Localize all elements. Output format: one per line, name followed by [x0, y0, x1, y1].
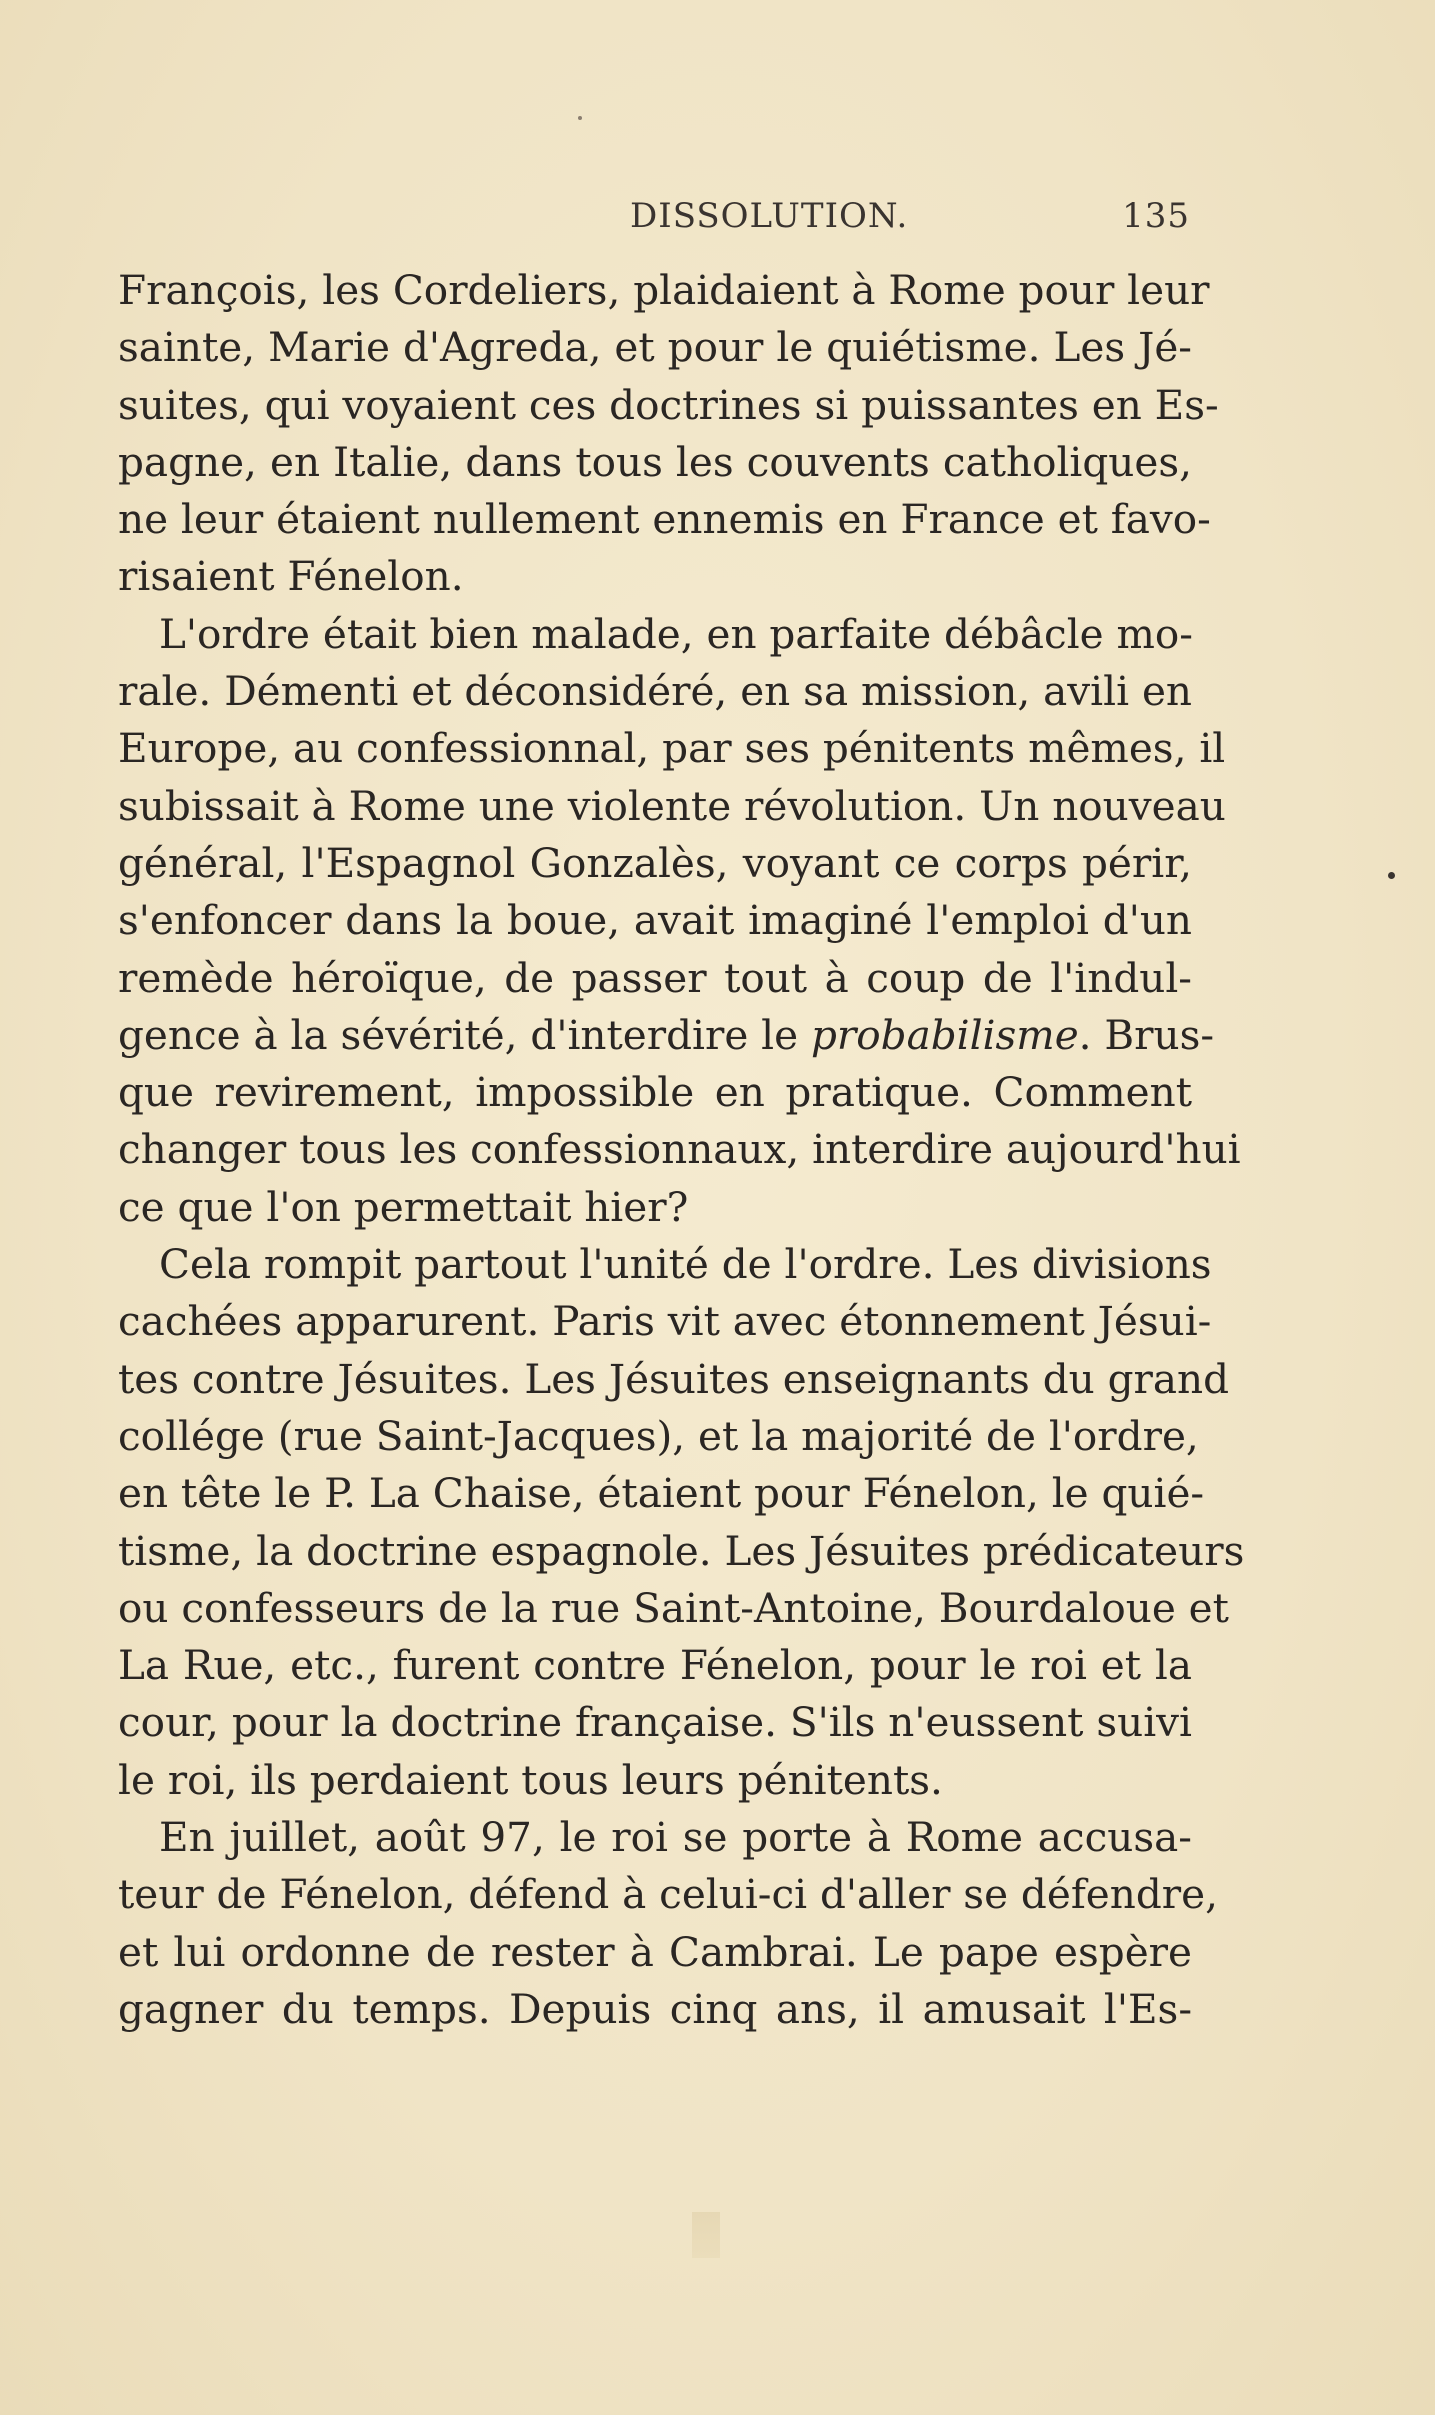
italic-term: probabilisme	[810, 1010, 1079, 1059]
text-line: sainte, Marie d'Agreda, et pour le quiétisme. Les Jé-	[118, 323, 1192, 372]
running-head-title: DISSOLUTION.	[630, 196, 909, 236]
text-line: changer tous les confessionnaux, interdire aujourd'hui	[118, 1125, 1241, 1174]
text-line: ou confesseurs de la rue Saint-Antoine, Bourdaloue et	[118, 1583, 1229, 1632]
text-line: en tête le P. La Chaise, étaient pour Fénelon, le quié-	[118, 1469, 1205, 1518]
text-line: ce que l'on permettait hier?	[118, 1182, 689, 1231]
page-number: 135	[1122, 196, 1190, 236]
text-line: subissait à Rome une violente révolution. Un nouveau	[118, 781, 1226, 830]
text-line: Europe, au confessionnal, par ses pénitents mêmes, il	[118, 724, 1226, 773]
text-line: pagne, en Italie, dans tous les couvents catholiques,	[118, 437, 1192, 486]
paper-speck	[578, 116, 582, 120]
running-head	[120, 196, 1190, 246]
text-line: suites, qui voyaient ces doctrines si puissantes en Es-	[118, 380, 1219, 429]
text-line: cachées apparurent. Paris vit avec étonnement Jésui-	[118, 1297, 1212, 1346]
text-line: tes contre Jésuites. Les Jésuites enseignants du grand	[118, 1354, 1230, 1403]
text-line: rale. Démenti et déconsidéré, en sa mission, avili en	[118, 667, 1192, 716]
text-line: La Rue, etc., furent contre Fénelon, pour le roi et la	[118, 1641, 1192, 1690]
text-line: tisme, la doctrine espagnole. Les Jésuites prédicateurs	[118, 1526, 1245, 1575]
text-line: gagner du temps. Depuis cinq ans, il amusait l'Es-	[118, 1984, 1192, 2033]
text-line: François, les Cordeliers, plaidaient à Rome pour leur	[118, 266, 1210, 314]
text-line: et lui ordonne de rester à Cambrai. Le pape espère	[118, 1927, 1192, 1976]
text-line: remède héroïque, de passer tout à coup de l'indul-	[118, 953, 1192, 1002]
margin-dot	[1388, 872, 1395, 879]
text-line: En juillet, août 97, le roi se porte à Rome accusa-	[159, 1813, 1192, 1862]
text-line: collége (rue Saint-Jacques), et la majorité de l'ordre,	[118, 1411, 1199, 1460]
text-line: cour, pour la doctrine française. S'ils n'eussent suivi	[118, 1698, 1192, 1747]
text-line: gence à la sévérité, d'interdire le probabilisme. Brus-	[118, 1010, 1215, 1059]
text-line: teur de Fénelon, défend à celui-ci d'aller se défendre,	[118, 1870, 1218, 1919]
text-line: général, l'Espagnol Gonzalès, voyant ce corps périr,	[118, 838, 1192, 887]
text-line: ne leur étaient nullement ennemis en France et favo-	[118, 495, 1211, 544]
text-line: s'enfoncer dans la boue, avait imaginé l'emploi d'un	[118, 896, 1192, 945]
body-text	[118, 262, 1245, 2038]
text-line: risaient Fénelon.	[118, 552, 464, 601]
text-line: L'ordre était bien malade, en parfaite débâcle mo-	[159, 609, 1193, 658]
text-line: que revirement, impossible en pratique. Comment	[118, 1068, 1192, 1117]
text-line: Cela rompit partout l'unité de l'ordre. Les divisions	[159, 1240, 1212, 1289]
text-line: le roi, ils perdaient tous leurs pénitents.	[118, 1755, 943, 1804]
paper-smudge	[692, 2212, 720, 2258]
